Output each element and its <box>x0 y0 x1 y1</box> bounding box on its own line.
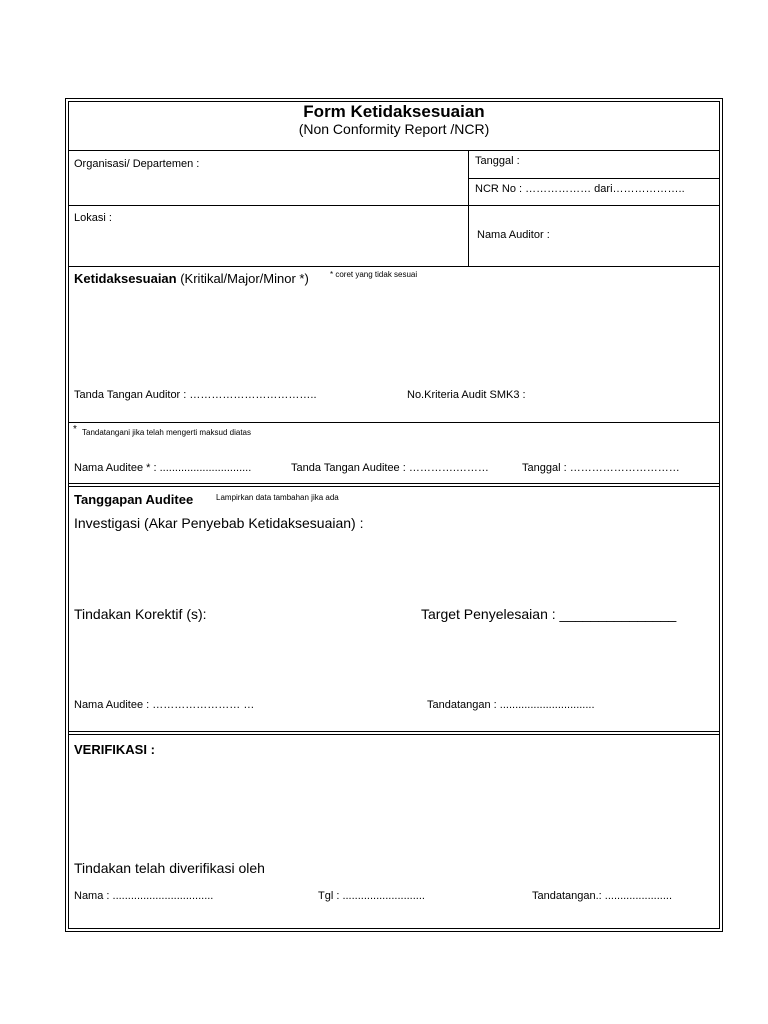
ketidaksesuaian-note: * coret yang tidak sesuai <box>330 270 418 279</box>
ncr-no-label: NCR No : ……………… dari……………….. <box>475 183 685 195</box>
verifikasi-tandatangan: Tandatangan.: ...................... <box>532 890 673 902</box>
footnote-text: Tandatangani jika telah mengerti maksud diatas <box>82 428 251 437</box>
no-kriteria-audit: No.Kriteria Audit SMK3 : <box>407 389 526 401</box>
form-subtitle: (Non Conformity Report /NCR) <box>298 121 490 137</box>
divider-signature <box>68 422 720 423</box>
ketidaksesuaian-heading <box>74 272 309 285</box>
nama-auditee-1: Nama Auditee * : .............................. <box>74 462 252 474</box>
verifikasi-heading: VERIFIKASI : <box>74 742 155 757</box>
divider-info-vertical <box>468 150 469 267</box>
divider-header <box>68 150 720 151</box>
divider-double-2a <box>68 731 720 732</box>
tanggal-auditee: Tanggal : ………………………… <box>522 462 680 474</box>
divider-tanggal <box>468 178 720 179</box>
ketidaksesuaian-heading-bold: Ketidaksesuaian <box>74 271 177 286</box>
tanda-tangan-auditor: Tanda Tangan Auditor : …………………………….. <box>74 389 317 401</box>
nama-auditor-label: Nama Auditor : <box>477 229 550 241</box>
tanda-tangan-auditee: Tanda Tangan Auditee : ………….……… <box>291 462 489 474</box>
ketidaksesuaian-heading-rest: (Kritikal/Major/Minor *) <box>176 271 309 286</box>
lokasi-label: Lokasi : <box>74 212 112 224</box>
form-title: Form Ketidaksesuaian <box>303 102 485 121</box>
divider-info-middle <box>68 205 720 206</box>
target-penyelesaian-label: Target Penyelesaian : _______________ <box>421 606 677 622</box>
verifikasi-nama: Nama : ................................. <box>74 890 214 902</box>
nama-auditee-2: Nama Auditee : …………………… … <box>74 699 255 711</box>
tindakan-korektif-label: Tindakan Korektif (s): <box>74 606 207 622</box>
investigasi-label: Investigasi (Akar Penyebab Ketidaksesuaian) : <box>74 515 364 531</box>
tanggapan-heading: Tanggapan Auditee <box>74 492 194 507</box>
tandatangan-auditee: Tandatangan : ............................... <box>427 699 595 711</box>
divider-info-bottom <box>68 266 720 267</box>
tanggapan-note: Lampirkan data tambahan jika ada <box>216 493 339 502</box>
tanggal-label: Tanggal : <box>475 155 520 167</box>
divider-double-1a <box>68 483 720 484</box>
verifikasi-tgl: Tgl : ........................... <box>318 890 425 902</box>
organisasi-label: Organisasi/ Departemen : <box>74 158 200 170</box>
divider-double-1b <box>68 486 720 487</box>
footnote-star: * <box>73 424 77 435</box>
verifikasi-tindakan: Tindakan telah diverifikasi oleh <box>74 860 265 876</box>
divider-double-2b <box>68 734 720 735</box>
